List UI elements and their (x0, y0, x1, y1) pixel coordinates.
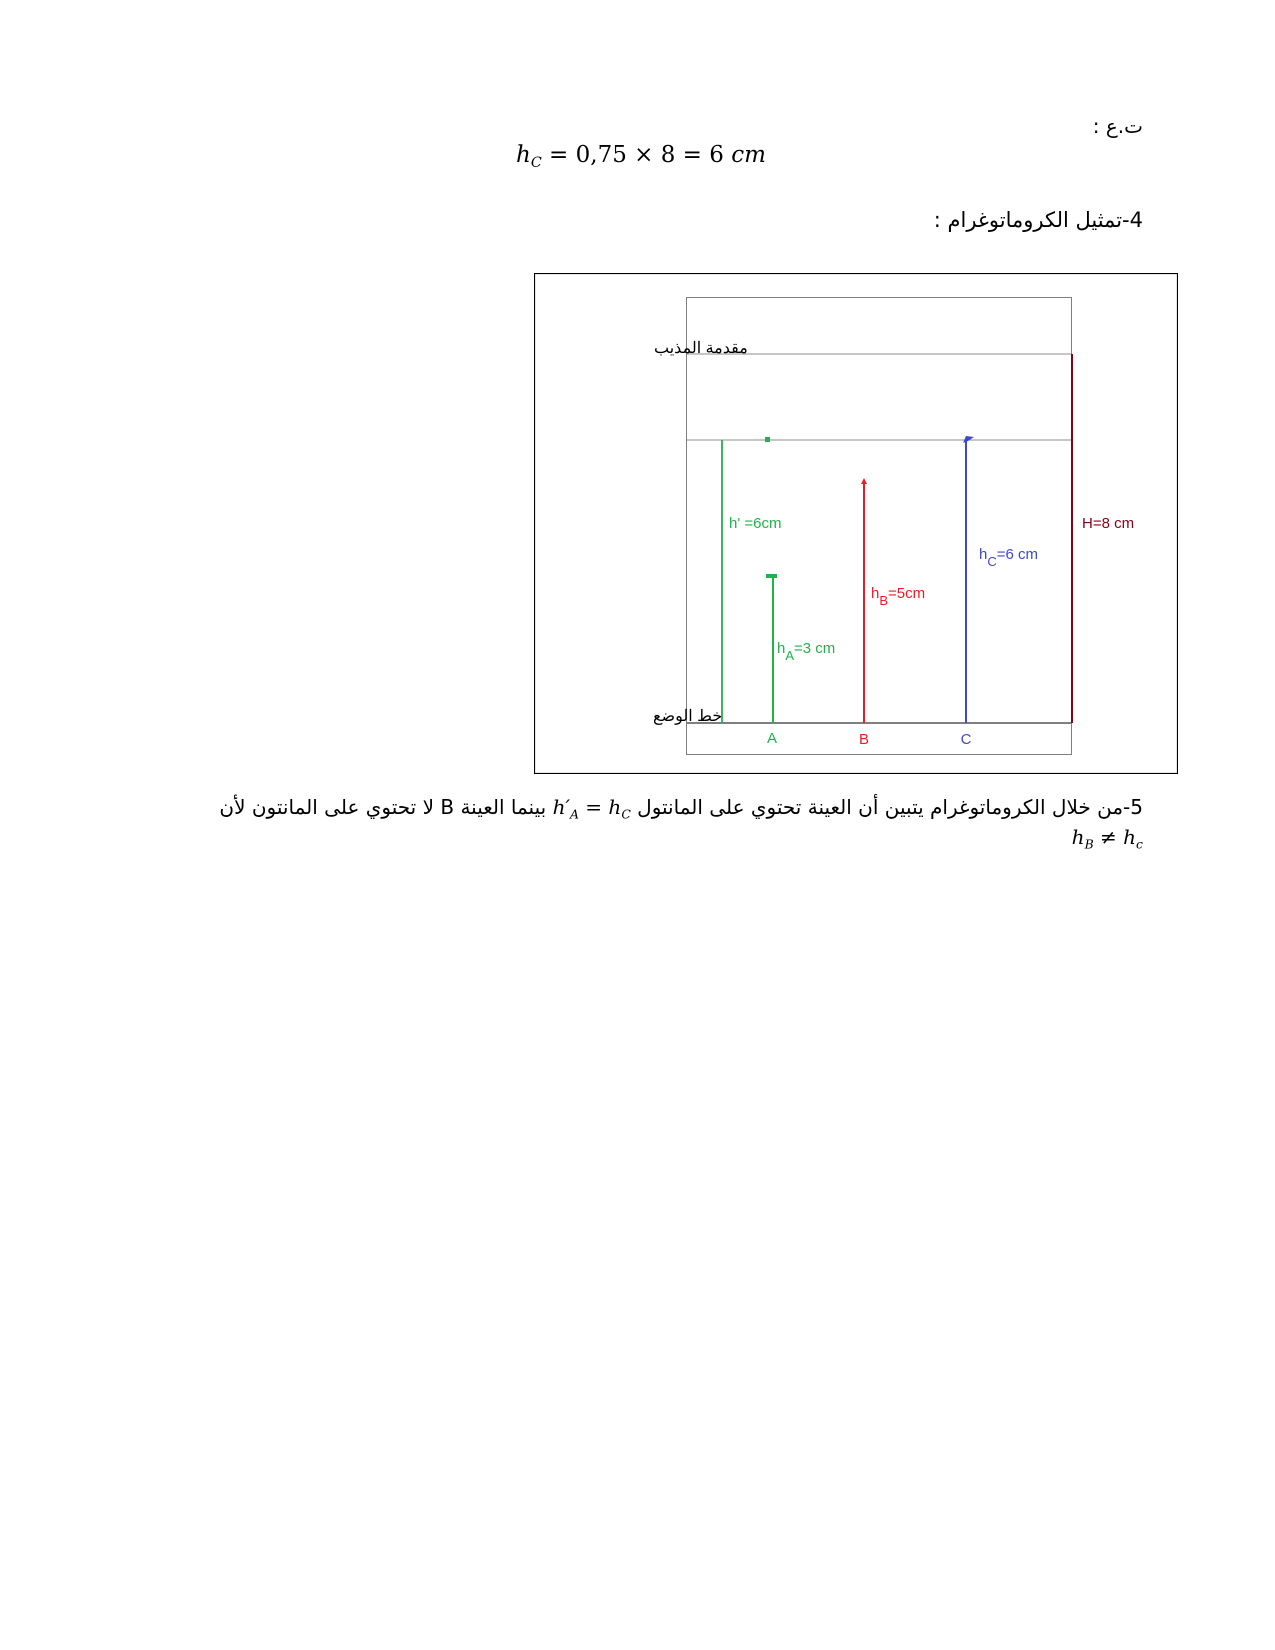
given-label: ت.ع : (1092, 114, 1143, 138)
spot-a-mark (766, 574, 777, 578)
h-a-label: hA=3 cm (777, 640, 836, 663)
h-prime-label: h' =6cm (729, 515, 782, 532)
h-c-label: hC=6 cm (979, 546, 1038, 569)
conclusion-prefix: 5-من خلال الكروماتوغرام يتبين أن العينة تحتوي على المانتول (637, 795, 1143, 819)
eq-hc-sub: C (621, 806, 631, 822)
sample-b-label: B (858, 731, 870, 748)
eq-rhs: = 0,75 × 8 = 6 (549, 142, 724, 168)
conclusion-line-1 (219, 795, 1143, 822)
neq-hb-sub: B (1084, 836, 1094, 852)
eq-unit: cm (731, 142, 766, 168)
chromatogram-figure (534, 273, 1178, 774)
conclusion-line-2 (1071, 825, 1143, 852)
neq-hb: h (1071, 825, 1085, 849)
eq-hc: h (608, 795, 622, 819)
neq-op: ≠ (1093, 825, 1124, 849)
h-b-label: hB=5cm (871, 585, 926, 608)
eq-hpa-sub: A (569, 806, 579, 822)
conclusion-equation (552, 795, 631, 822)
solvent-front-label: مقدمة المذيب (654, 340, 748, 357)
eq-hpa: h′ (552, 795, 570, 819)
neq-hc: h (1123, 825, 1137, 849)
sample-a-label: A (766, 730, 778, 747)
eq-sub: C (530, 154, 542, 171)
chromatogram-svg (534, 273, 1178, 774)
conclusion-suffix: بينما العينة B لا تحتوي على المانتون لأن (219, 795, 547, 819)
eq-equals: = (578, 795, 609, 819)
neq-hc-sub: c (1136, 836, 1143, 852)
sample-c-label: C (960, 731, 972, 748)
baseline-label: خط الوضع (653, 708, 723, 725)
h-total-label: H=8 cm (1082, 515, 1135, 532)
section-4-title: 4-تمثيل الكروماتوغرام : (933, 208, 1143, 232)
equation-hc (516, 142, 766, 171)
eq-h: h (516, 142, 531, 168)
h-prime-mark (765, 437, 770, 442)
